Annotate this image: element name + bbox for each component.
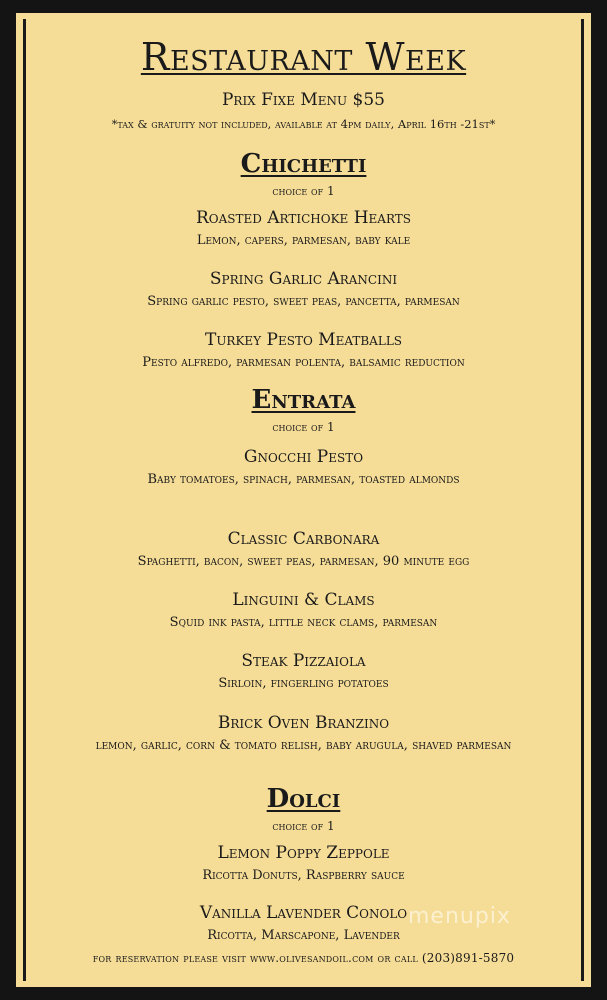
section-title-chichetti: Chichetti — [240, 149, 367, 179]
item-description: Squid ink pasta, little neck clams, parmesan — [169, 615, 438, 630]
menu-subtitle: Prix Fixe Menu $55 — [221, 90, 386, 110]
menu-note: *tax & gratuity not included, available at 4pm daily, April 16th -21st* — [111, 117, 496, 131]
menu-title: Restaurant Week — [140, 35, 467, 79]
item-name: Brick Oven Branzino — [217, 713, 390, 733]
reservation-footer: for reservation please visit www.olivesandoil.com or call (203)891-5870 — [92, 951, 515, 965]
menu-card — [16, 13, 591, 987]
section-choice-entrata: choice of 1 — [272, 420, 335, 434]
item-description: Lemon, capers, parmesan, baby kale — [196, 233, 411, 248]
item-name: Vanilla Lavender Conolo — [199, 903, 408, 923]
item-description: Ricotta, Marscapone, Lavender — [207, 928, 400, 943]
section-title-entrata: Entrata — [251, 385, 356, 415]
item-description: Spring garlic pesto, sweet peas, pancetta, parmesan — [147, 294, 460, 309]
item-description: Sirloin, fingerling potatoes — [218, 676, 389, 691]
item-name: Spring Garlic Arancini — [209, 269, 398, 289]
item-name: Steak Pizzaiola — [241, 651, 366, 671]
item-description: lemon, garlic, corn & tomato relish, baby arugula, shaved parmesan — [95, 738, 512, 753]
section-title-dolci: Dolci — [266, 784, 341, 814]
item-name: Roasted Artichoke Hearts — [195, 208, 412, 228]
item-name: Turkey Pesto Meatballs — [204, 330, 403, 350]
watermark: menupix — [408, 904, 511, 929]
item-name: Linguini & Clams — [232, 590, 375, 610]
item-description: Pesto alfredo, parmesan polenta, balsamic reduction — [142, 355, 465, 370]
section-choice-dolci: choice of 1 — [272, 819, 335, 833]
item-description: Ricotta Donuts, Raspberry sauce — [202, 868, 405, 883]
item-description: Spaghetti, bacon, sweet peas, parmesan, 90 minute egg — [137, 554, 470, 569]
item-name: Classic Carbonara — [227, 529, 380, 549]
item-name: Lemon Poppy Zeppole — [217, 843, 390, 863]
menu-content — [16, 13, 591, 987]
item-description: Baby tomatoes, spinach, parmesan, toasted almonds — [147, 472, 460, 487]
section-choice-chichetti: choice of 1 — [272, 184, 335, 198]
item-name: Gnocchi Pesto — [243, 447, 364, 467]
